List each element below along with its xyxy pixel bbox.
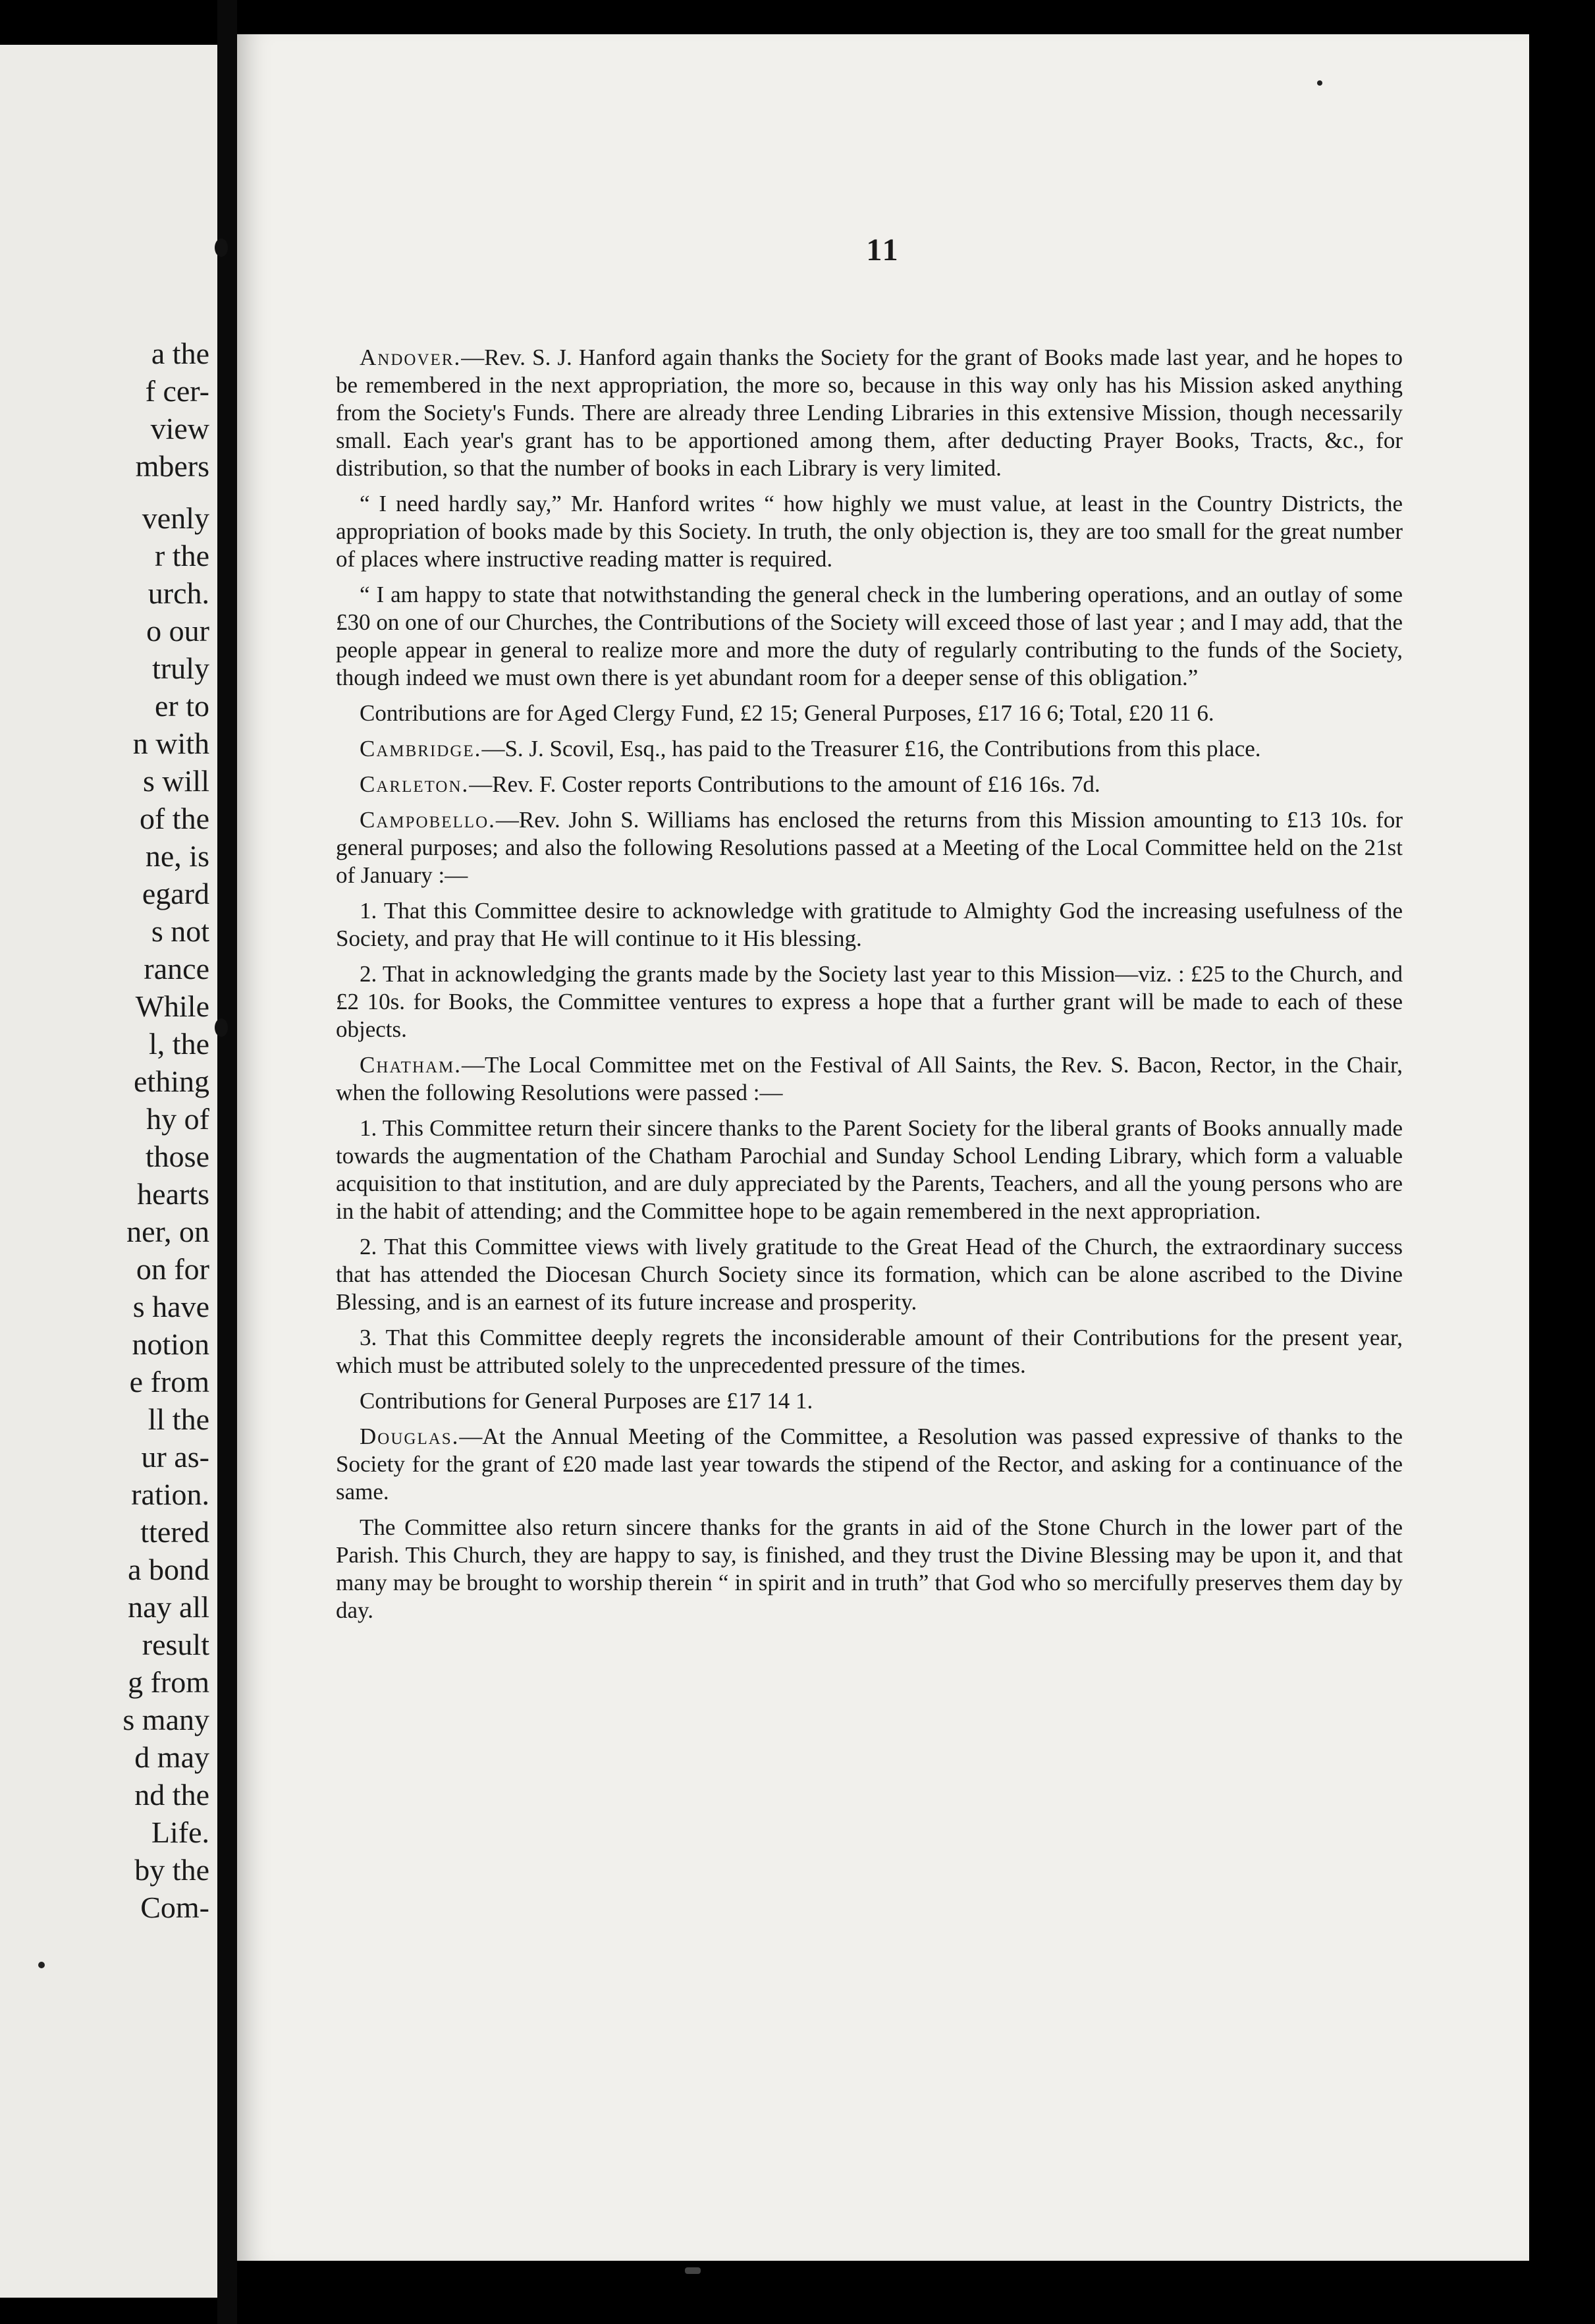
paragraph-andover <box>336 344 1403 482</box>
left-fragment: s many <box>122 1703 209 1736</box>
paragraph-text: —S. J. Scovil, Esq., has paid to the Treasurer £16, the Contributions from this place. <box>481 736 1261 761</box>
paragraph-heading: Cambridge. <box>360 736 482 761</box>
left-fragment: Com- <box>140 1891 209 1924</box>
left-fragment: s have <box>132 1290 209 1323</box>
paragraph-cambridge <box>336 735 1403 763</box>
left-fragment: a the <box>151 337 209 370</box>
paragraph-carleton <box>336 771 1403 798</box>
ink-speck <box>215 1018 228 1037</box>
left-fragment: s will <box>143 764 209 798</box>
left-fragment: hy of <box>146 1102 209 1136</box>
left-fragment: d may <box>134 1740 209 1774</box>
left-fragment: s not <box>151 914 209 948</box>
paragraph-text: 2. That in acknowledging the grants made by the Society last year to this Mission—viz. : £25 to the Church, and £2 10s. for Books, the Committee ventures to express a hope that a further grant will be made to each of these objects. <box>336 961 1403 1042</box>
right-page <box>237 34 1529 2261</box>
paragraph-heading: Chatham. <box>360 1052 462 1078</box>
resolution-item <box>336 897 1403 953</box>
resolution-item <box>336 1233 1403 1316</box>
paragraph <box>336 490 1403 573</box>
paragraph-heading: Carleton. <box>360 771 470 797</box>
left-fragment: nay all <box>128 1590 209 1624</box>
paragraph-heading: Andover. <box>360 345 462 370</box>
paragraph-heading: Douglas. <box>360 1424 460 1449</box>
page-number: 11 <box>866 233 900 267</box>
left-fragment: o our <box>146 614 209 648</box>
left-fragment: hearts <box>137 1177 209 1211</box>
left-fragment: ur as- <box>141 1440 209 1474</box>
paragraph <box>336 581 1403 692</box>
paragraph <box>336 1514 1403 1624</box>
left-page-text-fragments <box>122 45 209 1926</box>
left-page <box>0 45 217 2298</box>
paragraph-text: —Rev. F. Coster reports Contributions to the amount of £16 16s. 7d. <box>469 771 1100 797</box>
paragraph-text: “ I need hardly say,” Mr. Hanford writes “ how highly we must value, at least in the Country Districts, the appropriation of books made by this Society. In truth, the only objection is, they are too small for the great number of places where instructive reading matter is required. <box>336 491 1403 572</box>
left-fragment: a bond <box>128 1553 209 1586</box>
left-fragment: n with <box>132 727 209 760</box>
left-fragment: l, the <box>149 1027 209 1061</box>
paragraph-text: 3. That this Committee deeply regrets the inconsiderable amount of their Contributions for the present year, which must be attributed solely to the unprecedented pressure of the times. <box>336 1325 1403 1378</box>
paragraph-text: 1. This Committee return their sincere thanks to the Parent Society for the liberal grants of Books annually made towards the augmentation of the Chatham Parochial and Sunday School Lending Library, which form a valuable acquisition to that institution, and are duly appreciated by the Parents, Teachers, and all the young persons who are in the habit of attending; and the Committee hope to be again remembered in the next appropriation. <box>336 1115 1403 1224</box>
paragraph-text: —Rev. S. J. Hanford again thanks the Society for the grant of Books made last year, and he hopes to be remembered in the next appropriation, the more so, because in this way only has his Mission asked anything from the Society's Funds. There are already three Lending Libraries in this extensive Mission, though necessarily small. Each year's grant has to be apportioned among them, after deducting Prayer Books, Tracts, &c., for distribution, so that the number of books in each Library is very limited. <box>336 345 1403 481</box>
scan-border <box>1529 0 1595 2324</box>
left-fragment: urch. <box>148 576 209 610</box>
left-fragment: Life. <box>151 1815 209 1849</box>
paragraph-text: —The Local Committee met on the Festival of All Saints, the Rev. S. Bacon, Rector, in the Chair, when the following Resolutions were passed :— <box>336 1052 1403 1105</box>
paragraph-text: “ I am happy to state that notwithstanding the general check in the lumbering operations, and an outlay of some £30 on one of our Churches, the Contributions of the Society will exceed those of last year ; and I may add, that the people appear in general to realize more and more the duty of regularly contributing to the funds of the Society, though indeed we must own there is yet abundant room for a deeper sense of this obligation.” <box>336 582 1403 690</box>
left-fragment: notion <box>132 1327 209 1361</box>
left-fragment: venly <box>142 501 209 535</box>
paragraph-text: —Rev. John S. Williams has enclosed the returns from this Mission amounting to £13 10s. for general purposes; and also the following Resolutions passed at a Meeting of the Local Committee held on the 21st of January :— <box>336 807 1403 888</box>
paragraph-text: Contributions for General Purposes are £17 14 1. <box>360 1388 813 1414</box>
paragraph-text: 1. That this Committee desire to acknowledge with gratitude to Almighty God the increasing usefulness of the Society, and pray that He will continue to it His blessing. <box>336 898 1403 951</box>
paragraph-heading: Campobello. <box>360 807 496 833</box>
resolution-item <box>336 1324 1403 1379</box>
resolution-item <box>336 1115 1403 1225</box>
page-body <box>336 344 1403 1632</box>
left-fragment: ration. <box>131 1478 209 1511</box>
left-fragment: mbers <box>135 449 209 483</box>
left-fragment: ner, on <box>126 1215 209 1248</box>
left-fragment: g from <box>128 1665 209 1699</box>
left-fragment: on for <box>136 1252 209 1286</box>
paragraph-text: Contributions are for Aged Clergy Fund, £2 15; General Purposes, £17 16 6; Total, £20 11 6. <box>360 700 1214 726</box>
left-fragment: f cer- <box>145 374 209 408</box>
left-fragment: e from <box>129 1365 209 1398</box>
left-fragment: er to <box>154 689 209 723</box>
left-fragment: nd the <box>134 1778 209 1812</box>
left-fragment: ething <box>134 1065 209 1098</box>
left-fragment: egard <box>142 877 209 910</box>
left-fragment: result <box>142 1628 209 1661</box>
ink-speck <box>38 1962 45 1968</box>
ink-speck <box>1317 80 1322 86</box>
paragraph-text: —At the Annual Meeting of the Committee, a Resolution was passed expressive of thanks to the Society for the grant of £20 made last year towards the stipend of the Rector, and asking for a continuance of the same. <box>336 1424 1403 1505</box>
left-fragment: While <box>135 989 209 1023</box>
left-fragment: those <box>145 1140 209 1173</box>
paragraph <box>336 700 1403 727</box>
left-fragment: by the <box>134 1853 209 1887</box>
left-fragment: rance <box>144 952 209 985</box>
left-fragment: ll the <box>148 1402 209 1436</box>
ink-speck <box>685 2267 701 2274</box>
paragraph-text: 2. That this Committee views with lively gratitude to the Great Head of the Church, the extraordinary success that has attended the Diocesan Church Society since its formation, which can be alone ascribed to the Divine Blessing, and is an earnest of its future increase and prosperity. <box>336 1234 1403 1315</box>
left-fragment: r the <box>154 539 209 572</box>
left-fragment: ne, is <box>145 839 209 873</box>
left-fragment: ttered <box>140 1515 209 1549</box>
left-fragment: truly <box>152 651 209 685</box>
book-gutter <box>217 0 237 2324</box>
left-fragment: view <box>150 412 209 445</box>
left-fragment: of the <box>139 802 209 835</box>
ink-speck <box>215 238 228 257</box>
paragraph-douglas <box>336 1423 1403 1506</box>
paragraph <box>336 1387 1403 1415</box>
paragraph-chatham <box>336 1051 1403 1107</box>
paragraph-campobello <box>336 806 1403 889</box>
paragraph-text: The Committee also return sincere thanks for the grants in aid of the Stone Church in the lower part of the Parish. This Church, they are happy to say, is finished, and they trust the Divine Blessing may be upon it, and that many may be brought to worship therein “ in spirit and in truth” that God who so mercifully preserves them day by day. <box>336 1514 1403 1623</box>
resolution-item <box>336 960 1403 1043</box>
